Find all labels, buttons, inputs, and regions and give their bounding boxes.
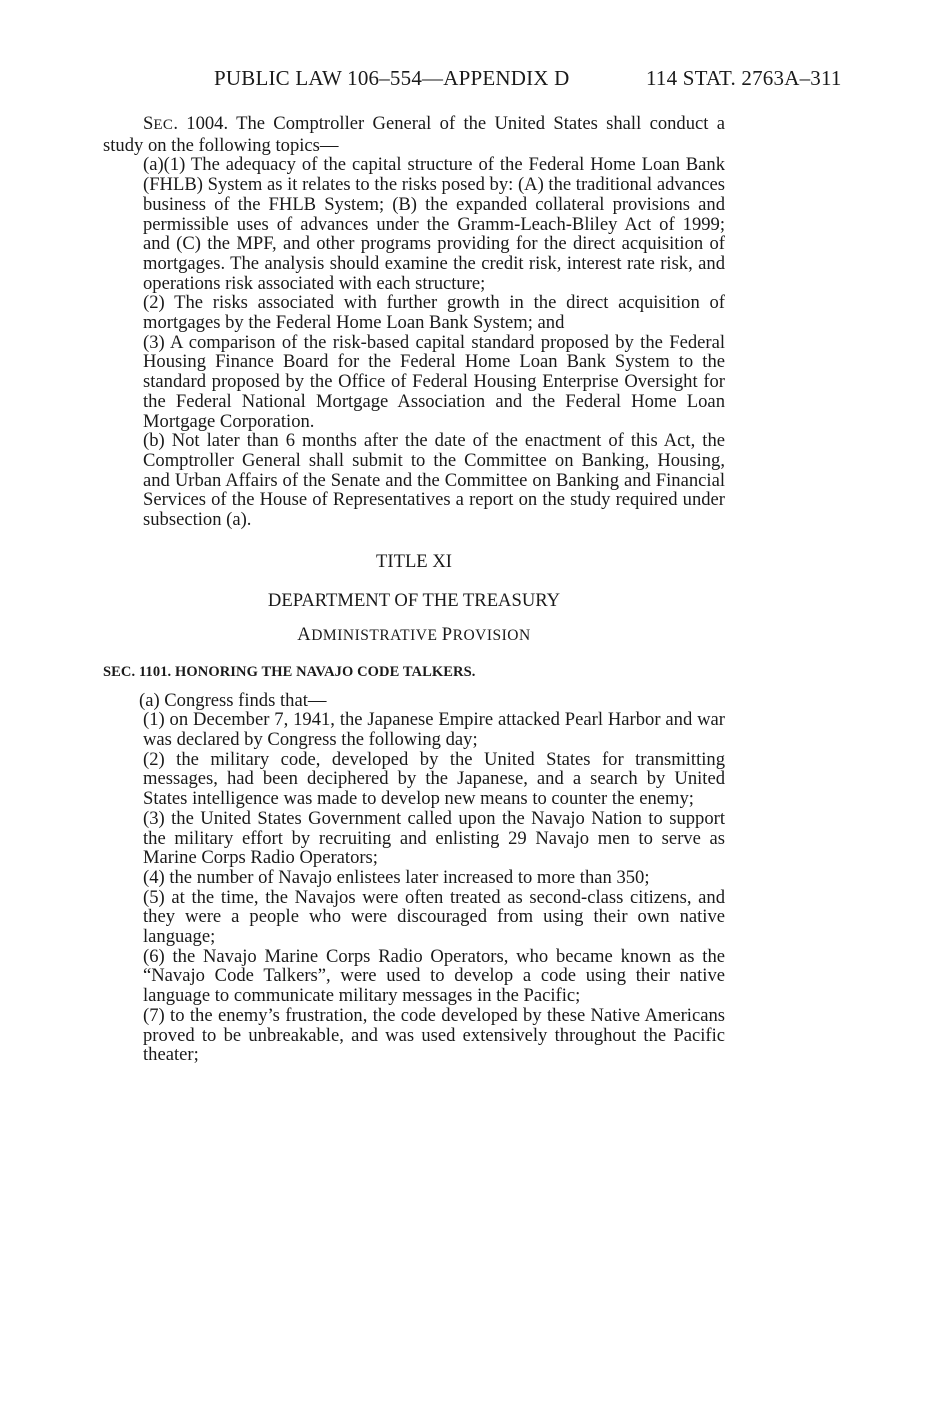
finding-4: (4) the number of Navajo enlistees later increased to more than 350;: [143, 866, 650, 888]
header-title: PUBLIC LAW 106–554—APPENDIX D: [214, 66, 570, 90]
sec-1004-a3: (3) A comparison of the risk-based capital standard proposed by the Federal Housing Finance Board for the Federal Home Loan Bank System to the standard proposed by the Office of Federal Housing Enterprise Oversight for the Federal National Mortgage Association and the Federal Home Loan Mortgage Corporation.: [143, 331, 725, 432]
header-stat-citation: 114 STAT. 2763A–311: [646, 66, 842, 90]
title-department: DEPARTMENT OF THE TREASURY: [267, 590, 561, 612]
title-subheading: ADMINISTRATIVE PROVISION: [297, 624, 531, 646]
finding-5: (5) at the time, the Navajos were often treated as second-class citizens, and they were a people who were discouraged from using their own native language;: [143, 886, 725, 948]
finding-3: (3) the United States Government called upon the Navajo Nation to support the military effort by recruiting and enlisting 29 Navajo men to serve as Marine Corps Radio Operators;: [143, 807, 725, 869]
sec-1101-a-intro: (a) Congress finds that—: [139, 689, 327, 711]
finding-2: (2) the military code, developed by the United States for transmitting messages, had been deciphered by the Japanese, and a search by United States intelligence was made to develop new means to counter the enemy;: [143, 748, 725, 810]
page-body: [103, 114, 725, 1065]
running-header: [214, 66, 874, 91]
sec-1004-intro: SEC. 1004. The Comptroller General of the United States shall conduct a study on the following topics—: [103, 113, 725, 156]
sec-1101-heading: SEC. 1101. HONORING THE NAVAJO CODE TALKERS.: [103, 663, 476, 680]
finding-6: (6) the Navajo Marine Corps Radio Operators, who became known as the “Navajo Code Talkers”, were used to develop a code using their native language to communicate military messages in the Pacific;: [143, 945, 725, 1007]
finding-1: (1) on December 7, 1941, the Japanese Empire attacked Pearl Harbor and war was declared by Congress the following day;: [143, 709, 725, 750]
sec-1004-a1: (a)(1) The adequacy of the capital structure of the Federal Home Loan Bank (FHLB) System as it relates to the risks posed by: (A) the traditional advances business of the FHLB System; (B) the expanded collateral provisions and permissible uses of advances under the Gramm-Leach-Bliley Act of 1999; and (C) the MPF, and other programs providing for the direct acquisition of mortgages. The analysis should examine the credit risk, interest rate risk, and operations risk associated with each structure;: [143, 154, 725, 294]
sec-1004-b: (b) Not later than 6 months after the date of the enactment of this Act, the Comptroller General shall submit to the Committee on Banking, Housing, and Urban Affairs of the Senate and the Committee on Banking and Financial Services of the House of Representatives a report on the study required under subsection (a).: [143, 430, 725, 531]
sec-1101-findings: [103, 691, 725, 1065]
sec-1004-a2: (2) The risks associated with further growth in the direct acquisition of mortgages by the Federal Home Loan Bank System; and: [143, 292, 725, 334]
finding-7: (7) to the enemy’s frustration, the code developed by these Native Americans proved to be unbreakable, and was used extensively throughout the Pacific theater;: [143, 1004, 725, 1066]
title-number: TITLE XI: [376, 550, 452, 572]
sec-1004-topics: [103, 155, 725, 529]
